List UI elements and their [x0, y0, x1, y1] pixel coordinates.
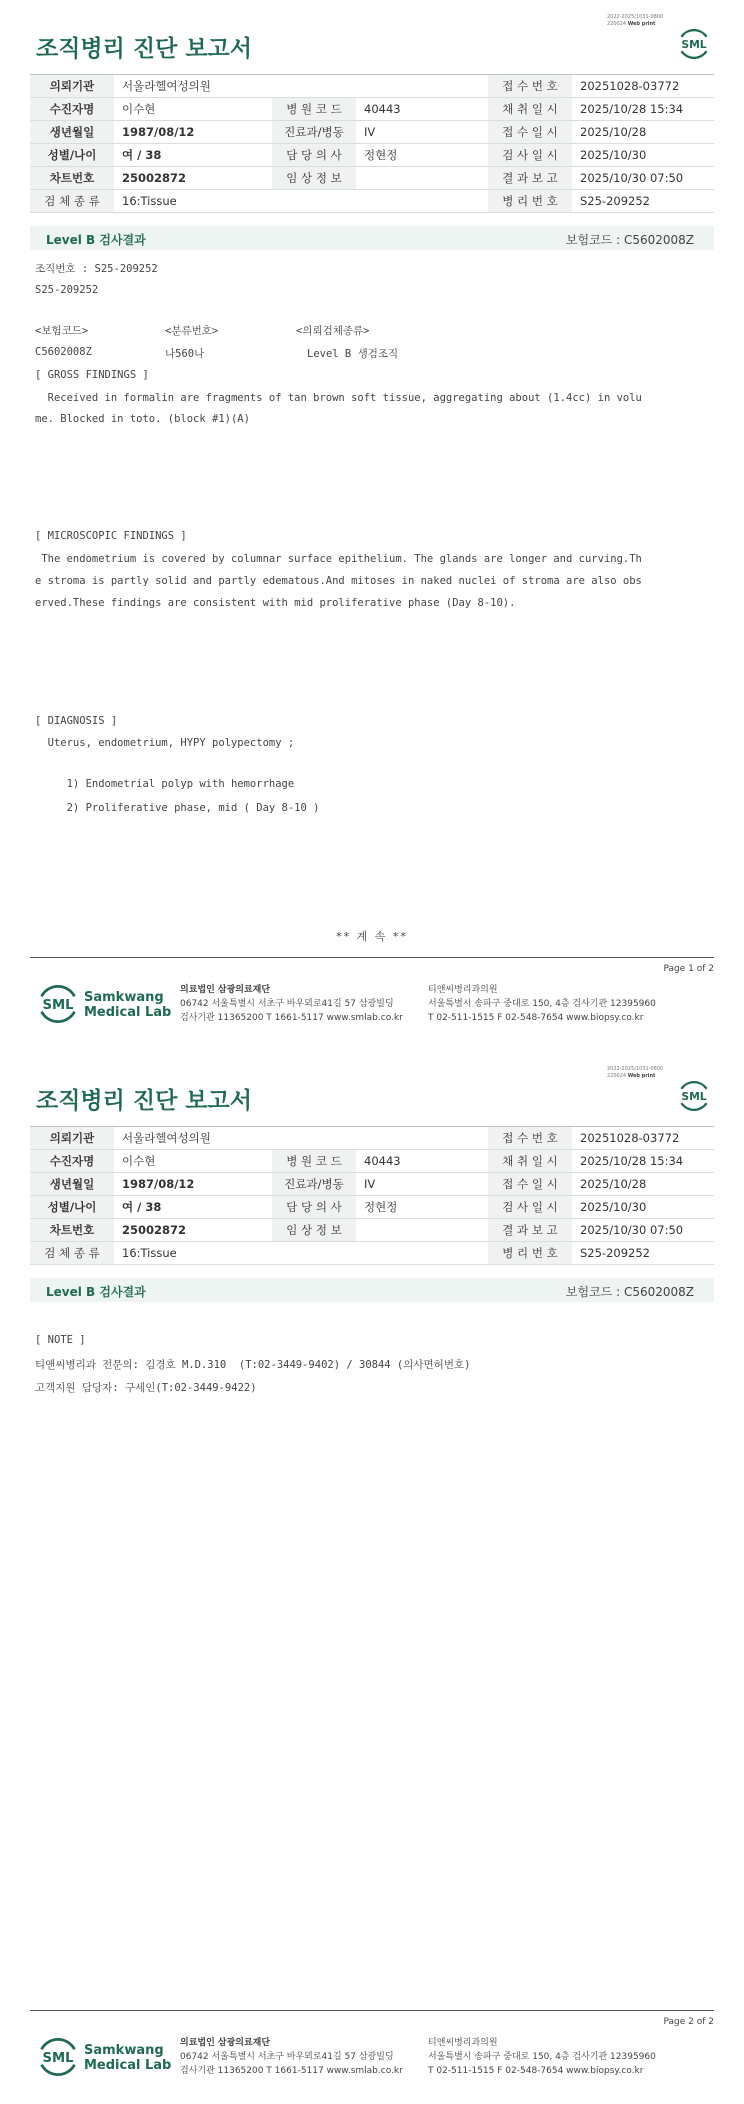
footer-brand: [84, 2043, 171, 2073]
info-row: [30, 1219, 714, 1242]
path-no: S25-209252: [572, 1242, 714, 1265]
doctor-label: 담 당 의 사: [272, 1196, 356, 1219]
dob: 1987/08/12: [114, 121, 272, 144]
patient-name: 이수현: [114, 98, 272, 121]
partner-address: 서울특별시 송파구 중대로 150, 4층 검사기관 12395960: [428, 999, 656, 1009]
requesting-org-label: 의뢰기관: [30, 75, 114, 98]
partner-name: 티앤씨병리과의원: [428, 985, 498, 995]
diagnosis-site: Uterus, endometrium, HYPY polypectomy ;: [35, 737, 295, 749]
page-number: Page 2 of 2: [663, 2017, 714, 2027]
footer-partner-info: [428, 2036, 656, 2078]
dob-label: 생년월일: [30, 121, 114, 144]
collected-label: 채 취 일 시: [488, 98, 572, 121]
patient-name: 이수현: [114, 1150, 272, 1173]
footer-divider: [30, 2010, 714, 2011]
footer-partner-info: [428, 983, 656, 1025]
tested-date: 2025/10/30: [572, 1196, 714, 1219]
foundation-address: 06742 서울특별시 서초구 바우뫼로41길 57 삼광빌딩: [180, 2052, 394, 2062]
logo-text: SML: [42, 2050, 74, 2066]
brand-line: Medical Lab: [84, 1005, 172, 1020]
tissue-no-repeat: S25-209252: [35, 284, 99, 296]
tissue-no: 조직번호 : S25-209252: [35, 263, 158, 275]
info-row: [30, 167, 714, 190]
info-row: [30, 1150, 714, 1173]
specimen-label: 검 체 종 류: [30, 1242, 114, 1265]
hospital-code-label: 병 원 코 드: [272, 98, 356, 121]
brand-line: Medical Lab: [84, 2058, 172, 2073]
foundation-name: 의료법인 삼광의료재단: [180, 985, 271, 995]
sml-logo-icon: [36, 982, 80, 1026]
insurance-code: 보험코드 : C5602008Z: [565, 233, 694, 247]
gross-findings-line: me. Blocked in toto. (block #1)(A): [35, 413, 250, 425]
microscopic-findings-title: [ MICROSCOPIC FINDINGS ]: [35, 530, 187, 542]
header-classification: <분류번호>: [165, 325, 219, 337]
sex-age: 여 / 38: [114, 144, 272, 167]
tested-date: 2025/10/30: [572, 144, 714, 167]
header-insurance-code: <보험코드>: [35, 325, 89, 337]
clinical-info: [356, 1219, 488, 1242]
continued-marker: ** 계 속 **: [336, 930, 408, 943]
page-title: 조직병리 진단 보고서: [36, 36, 252, 62]
microscopic-findings-line: The endometrium is covered by columnar surface epithelium. The glands are longer and curving.Th: [35, 553, 642, 565]
value-classification: 나560나: [165, 348, 205, 360]
requesting-org: 서울라헬여성의원: [114, 75, 488, 98]
chart-no: 25002872: [114, 1219, 272, 1242]
specimen-label: 검 체 종 류: [30, 190, 114, 213]
brand-line: Samkwang: [84, 2043, 164, 2058]
webprint-tag: Web print: [627, 21, 656, 27]
dept-label: 진료과/병동: [272, 1173, 356, 1196]
level-result-bar: [30, 1278, 714, 1302]
webprint-tag: Web print: [627, 1073, 656, 1079]
partner-contact: T 02-511-1515 F 02-548-7654 www.biopsy.co.kr: [428, 1013, 644, 1023]
dept-label: 진료과/병동: [272, 121, 356, 144]
hospital-code: 40443: [356, 98, 488, 121]
footer-lab-info: [180, 983, 403, 1025]
dept: IV: [356, 121, 488, 144]
sml-logo-icon: [36, 2035, 80, 2079]
hospital-code-label: 병 원 코 드: [272, 1150, 356, 1173]
path-no-label: 병 리 번 호: [488, 190, 572, 213]
level-label: Level B 검사결과: [46, 233, 146, 247]
reported-datetime: 2025/10/30 07:50: [572, 167, 714, 190]
webprint-line: 2022-2025/1031-0800: [607, 14, 664, 20]
footer-lab-info: [180, 2036, 403, 2078]
diagnosis-item: 2) Proliferative phase, mid ( Day 8-10 ): [35, 802, 320, 814]
webprint-line: 2022-2025/1031-0800: [607, 1066, 664, 1072]
collected-label: 채 취 일 시: [488, 1150, 572, 1173]
footer-divider: [30, 957, 714, 958]
footer-brand: [84, 990, 171, 1020]
foundation-name: 의료법인 삼광의료재단: [180, 2038, 271, 2048]
info-row: [30, 121, 714, 144]
reported-label: 결 과 보 고: [488, 1219, 572, 1242]
report-page-2: [0, 1052, 744, 2104]
info-row: [30, 1173, 714, 1196]
received-date: 2025/10/28: [572, 121, 714, 144]
received-label: 접 수 일 시: [488, 121, 572, 144]
reported-datetime: 2025/10/30 07:50: [572, 1219, 714, 1242]
requesting-org: 서울라헬여성의원: [114, 1127, 488, 1150]
clinical-info: [356, 167, 488, 190]
level-label: Level B 검사결과: [46, 1285, 146, 1299]
patient-label: 수진자명: [30, 98, 114, 121]
info-row: [30, 144, 714, 167]
dob: 1987/08/12: [114, 1173, 272, 1196]
info-row: [30, 98, 714, 121]
patient-label: 수진자명: [30, 1150, 114, 1173]
logo-text: SML: [681, 1090, 707, 1104]
brand-line: Samkwang: [84, 990, 164, 1005]
path-no: S25-209252: [572, 190, 714, 213]
value-specimen-kind: Level B 생검조직: [307, 348, 399, 360]
page-title: 조직병리 진단 보고서: [36, 1088, 252, 1114]
doctor: 정현정: [356, 144, 488, 167]
info-row: [30, 190, 714, 213]
logo-text: SML: [42, 997, 74, 1013]
diagnosis-item: 1) Endometrial polyp with hemorrhage: [35, 778, 295, 790]
sex-age-label: 성별/나이: [30, 1196, 114, 1219]
page-number: Page 1 of 2: [663, 964, 714, 974]
webprint-code: 220024: [607, 1073, 627, 1079]
requesting-org-label: 의뢰기관: [30, 1127, 114, 1150]
clinical-label: 임 상 정 보: [272, 167, 356, 190]
chart-no-label: 차트번호: [30, 1219, 114, 1242]
receipt-no: 20251028-03772: [572, 75, 714, 98]
value-insurance-code: C5602008Z: [35, 346, 92, 358]
specimen-type: 16:Tissue: [114, 190, 488, 213]
specimen-type: 16:Tissue: [114, 1242, 488, 1265]
path-no-label: 병 리 번 호: [488, 1242, 572, 1265]
level-result-bar: [30, 226, 714, 250]
chart-no-label: 차트번호: [30, 167, 114, 190]
reported-label: 결 과 보 고: [488, 167, 572, 190]
info-row: [30, 75, 714, 98]
gross-findings-line: Received in formalin are fragments of tan brown soft tissue, aggregating about (1.4cc) in volu: [35, 392, 642, 404]
partner-address: 서울특별시 송파구 중대로 150, 4층 검사기관 12395960: [428, 2052, 656, 2062]
dob-label: 생년월일: [30, 1173, 114, 1196]
dept: IV: [356, 1173, 488, 1196]
microscopic-findings-line: erved.These findings are consistent with mid proliferative phase (Day 8-10).: [35, 597, 516, 609]
doctor: 정현정: [356, 1196, 488, 1219]
webprint-stamp: [607, 1066, 663, 1080]
foundation-contact: 검사기관 11365200 T 1661-5117 www.smlab.co.kr: [180, 2066, 403, 2076]
clinical-label: 임 상 정 보: [272, 1219, 356, 1242]
webprint-code: 220024: [607, 21, 627, 27]
receipt-no-label: 접 수 번 호: [488, 75, 572, 98]
foundation-address: 06742 서울특별시 서초구 바우뫼로41길 57 삼광빌딩: [180, 999, 394, 1009]
received-date: 2025/10/28: [572, 1173, 714, 1196]
insurance-code: 보험코드 : C5602008Z: [565, 1285, 694, 1299]
gross-findings-title: [ GROSS FINDINGS ]: [35, 369, 149, 381]
sml-logo-icon: [676, 26, 712, 62]
logo-text: SML: [681, 38, 707, 52]
microscopic-findings-line: e stroma is partly solid and partly edematous.And mitoses in naked nuclei of stroma are also obs: [35, 575, 642, 587]
info-row: [30, 1242, 714, 1265]
note-line: 티앤씨병리과 전문의: 김경호 M.D.310 (T:02-3449-9402) / 30844 (의사면허번호): [35, 1359, 471, 1371]
receipt-no: 20251028-03772: [572, 1127, 714, 1150]
info-row: [30, 1196, 714, 1219]
doctor-label: 담 당 의 사: [272, 144, 356, 167]
collected-datetime: 2025/10/28 15:34: [572, 98, 714, 121]
partner-name: 티앤씨병리과의원: [428, 2038, 498, 2048]
info-row: [30, 1127, 714, 1150]
collected-datetime: 2025/10/28 15:34: [572, 1150, 714, 1173]
diagnosis-title: [ DIAGNOSIS ]: [35, 715, 118, 727]
partner-contact: T 02-511-1515 F 02-548-7654 www.biopsy.co.kr: [428, 2066, 644, 2076]
tested-label: 검 사 일 시: [488, 1196, 572, 1219]
chart-no: 25002872: [114, 167, 272, 190]
received-label: 접 수 일 시: [488, 1173, 572, 1196]
foundation-contact: 검사기관 11365200 T 1661-5117 www.smlab.co.kr: [180, 1013, 403, 1023]
note-title: [ NOTE ]: [35, 1334, 86, 1346]
note-line: 고객지원 담당자: 구세인(T:02-3449-9422): [35, 1382, 257, 1394]
sex-age: 여 / 38: [114, 1196, 272, 1219]
patient-info-table: [30, 74, 714, 213]
header-specimen-kind: <의뢰검체종류>: [296, 325, 370, 337]
webprint-stamp: [607, 14, 663, 28]
hospital-code: 40443: [356, 1150, 488, 1173]
receipt-no-label: 접 수 번 호: [488, 1127, 572, 1150]
sex-age-label: 성별/나이: [30, 144, 114, 167]
sml-logo-icon: [676, 1078, 712, 1114]
patient-info-table: [30, 1126, 714, 1265]
tested-label: 검 사 일 시: [488, 144, 572, 167]
